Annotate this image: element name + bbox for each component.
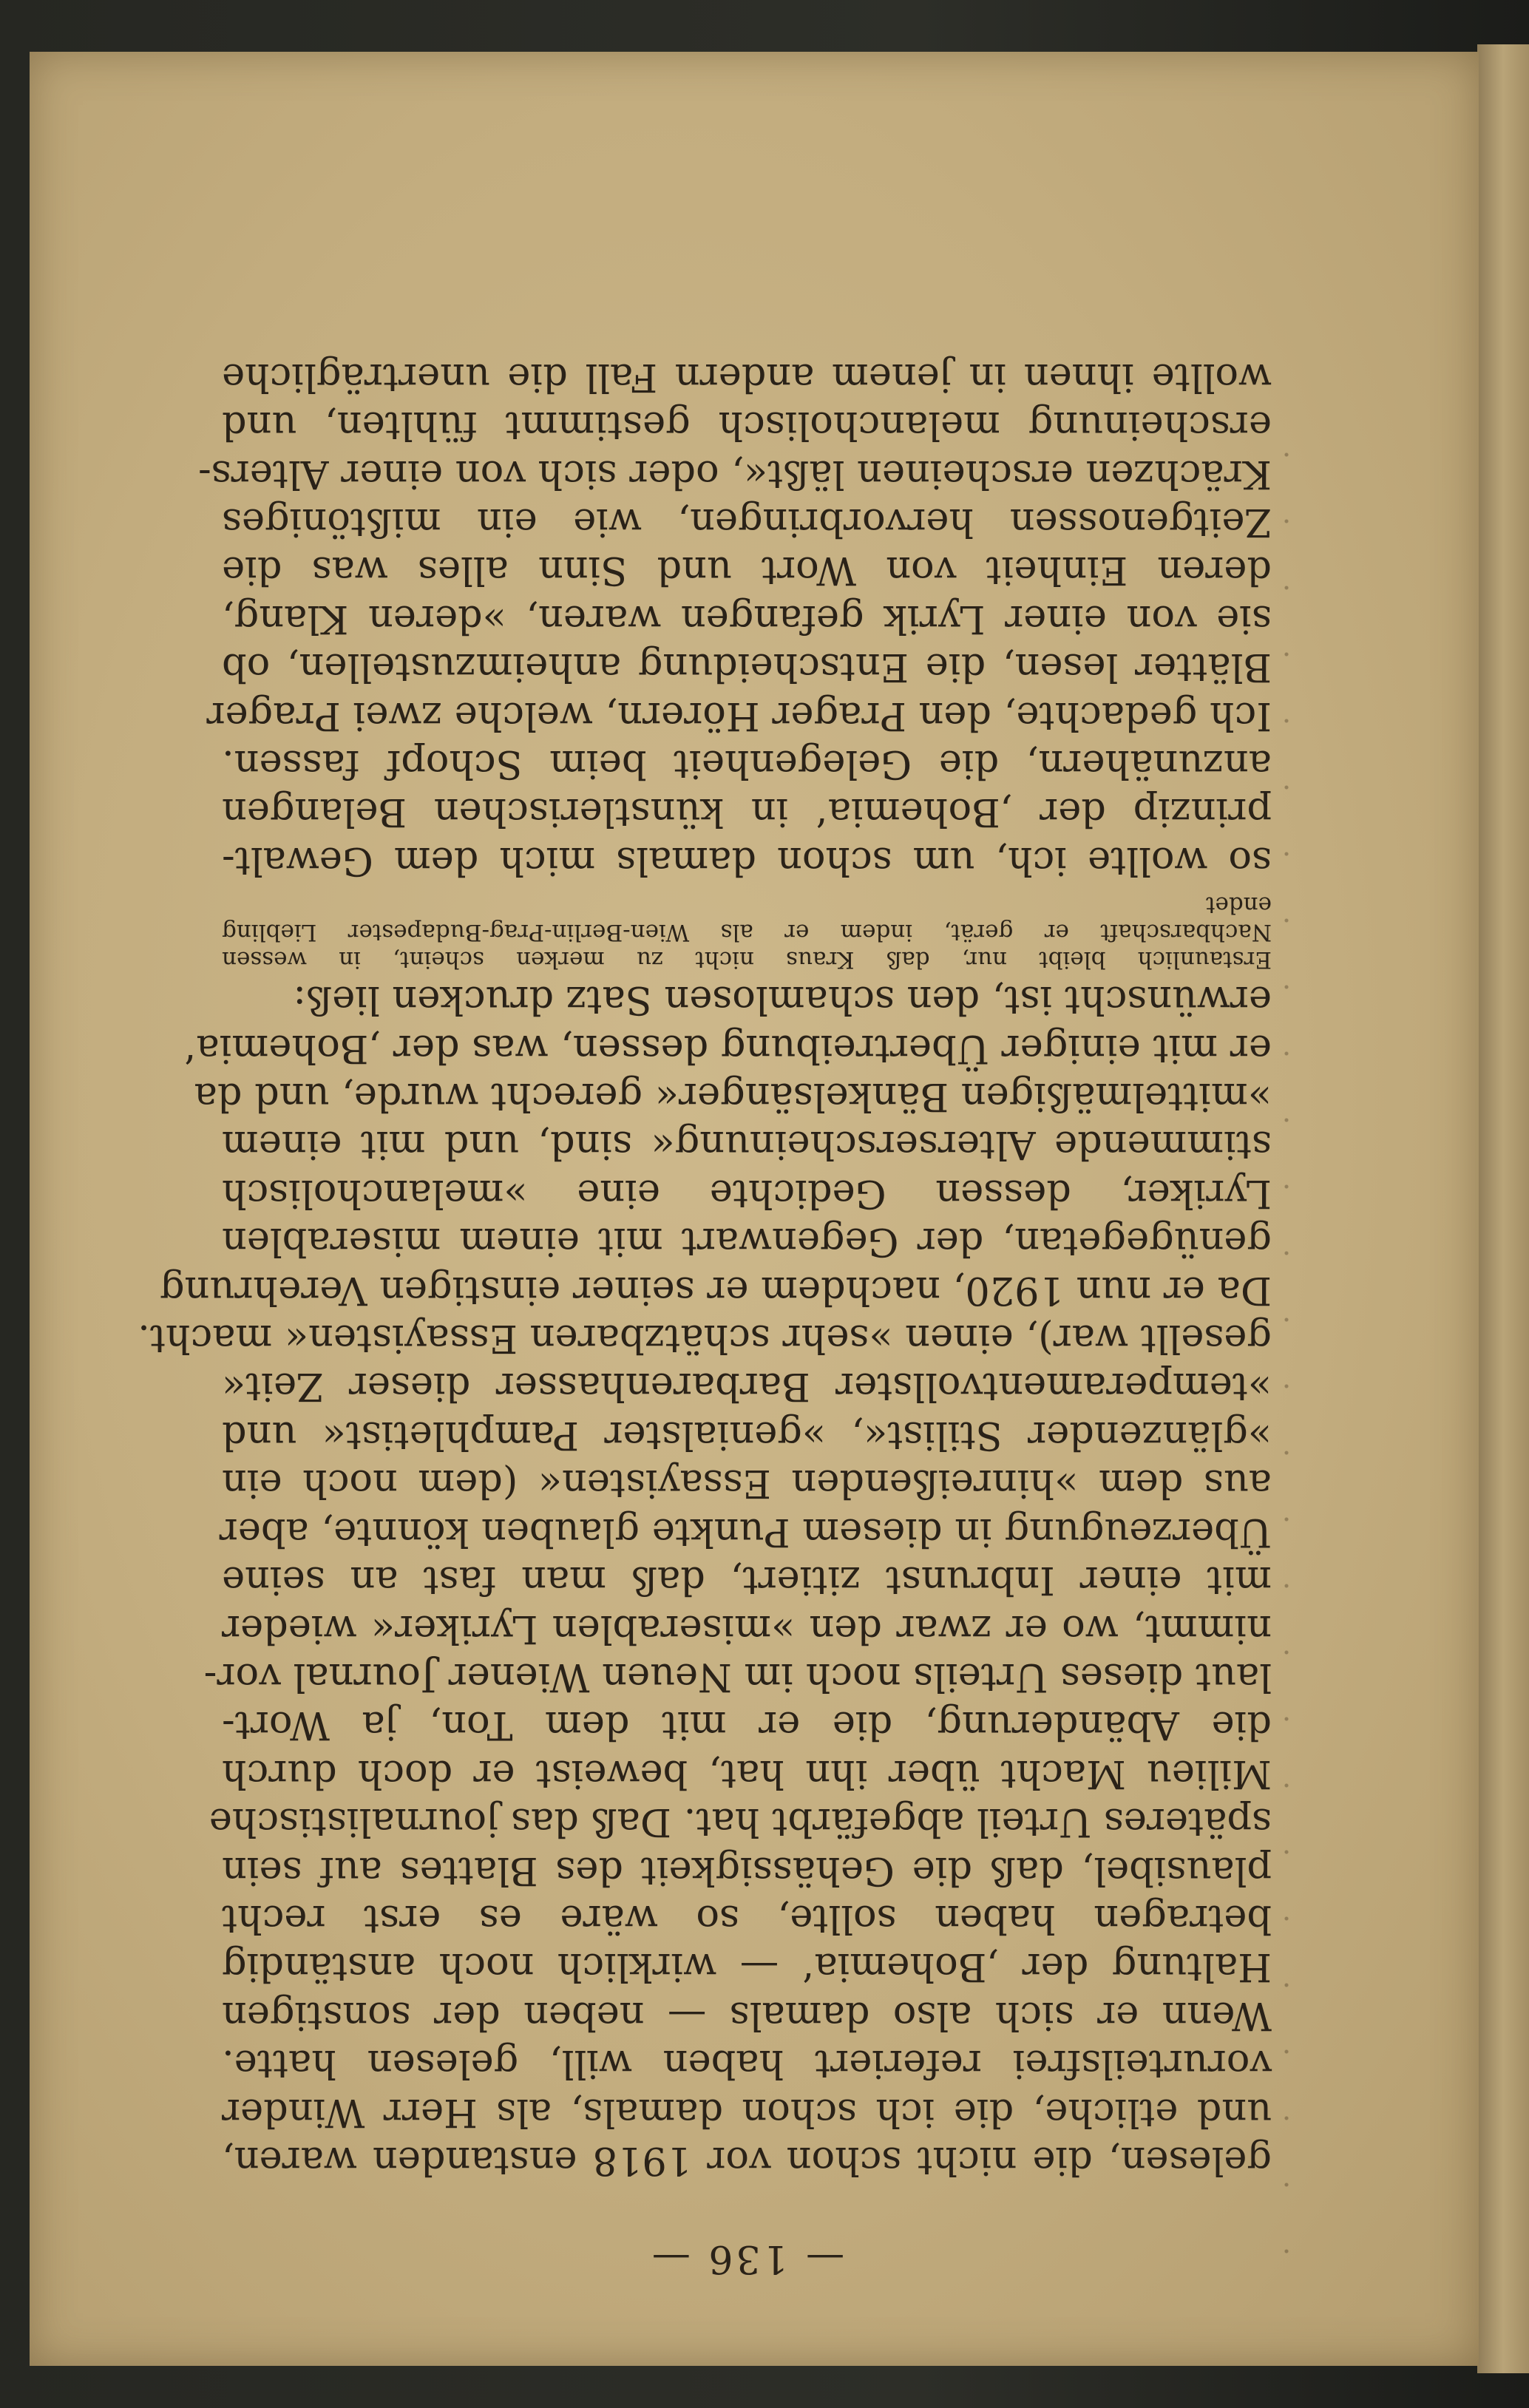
text-line: plausibel, daß die Gehässigkeit des Blattes auf sein (222, 1848, 1272, 1893)
text-line: nimmt, wo er zwar den »miserablen Lyriker« wieder (222, 1606, 1272, 1652)
text-line: Krächzen erscheinen läßt«, oder sich von einer Alters- (197, 451, 1272, 497)
text-line: vorurteilsfrei referiert haben will, gelesen hatte. (222, 2041, 1272, 2087)
text-line: Wenn er sich also damals — neben der sonstigen (222, 1992, 1272, 2038)
text-line: gesellt war), einen »sehr schätzbaren Essayisten« macht. (138, 1316, 1272, 1362)
text-line: anzunähern, die Gelegenheit beim Schopf fassen. (222, 742, 1272, 787)
text-line: Haltung der ‚Bohemia‘ — wirklich noch anständig (222, 1944, 1272, 1990)
text-line: späteres Urteil abgefärbt hat. Daß das journalistische (208, 1800, 1272, 1845)
text-line: erwünscht ist, den schamlosen Satz drucken ließ: (293, 977, 1272, 1023)
paragraph-1 (138, 976, 1272, 2185)
text-line: prinzip der ‚Bohemia‘ in künstlerischen Belangen (222, 790, 1272, 835)
text-line: Zeitgenossen hervorbringen, wie ein mißtöniges (222, 500, 1272, 545)
text-line: laut dieses Urteils noch im Neuen Wiener Journal vor- (203, 1654, 1272, 1700)
text-line: und etliche, die ich schon damals, als Herr Winder (222, 2089, 1272, 2135)
text-line: Ich gedachte, den Prager Hörern, welche zwei Prager (206, 693, 1272, 739)
text-line: wollte ihnen in jenem andern Fall die unerträgliche (222, 354, 1272, 400)
text-line: Da er nun 1920, nachdem er seiner einstigen Verehrung (160, 1267, 1272, 1313)
text-line: Überzeugung in diesem Punkte glauben könnte, aber (219, 1509, 1272, 1555)
page-number: — 136 — (648, 2236, 845, 2281)
text-line: »mittelmäßigen Bänkelsänger« gerecht wurde, und da (194, 1074, 1272, 1120)
text-line: aus dem »hinreißenden Essayisten« (dem noch ein (222, 1461, 1272, 1507)
text-line: mit einer Inbrunst zitiert, daß man fast an seine (222, 1558, 1272, 1604)
adjacent-page-edge (1477, 44, 1529, 2373)
text-line: deren Einheit von Wort und Sinn alles was die (222, 548, 1272, 594)
text-line: stimmende Alterserscheinung« sind, und mit einem (222, 1122, 1272, 1168)
text-line: Blätter lesen, die Entscheidung anheimzustellen, ob (222, 645, 1272, 691)
footnote (222, 891, 1272, 973)
text-line: betragen haben sollte, so wäre es erst recht (222, 1896, 1272, 1941)
text-line: erscheinung melancholisch gestimmt fühlten, und (222, 403, 1272, 449)
footnote-line: Nachbarschaft er gerät, indem er als Wien-Berlin-Prag-Budapester Liebling (222, 918, 1272, 946)
text-line: die Abänderung, die er mit dem Ton, ja Wort- (222, 1703, 1272, 1749)
text-line: gelesen, die nicht schon vor 1918 enstanden waren, (222, 2138, 1272, 2183)
text-line: »glänzender Stilist«, »genialster Pamphletist« und (222, 1412, 1272, 1458)
text-line: Lyriker, dessen Gedichte eine »melancholisch (222, 1170, 1272, 1216)
text-line: so wollte ich, um schon damals mich dem Gewalt- (222, 838, 1272, 884)
text-line: »temperamentvollster Barbarenhasser dieser Zeit« (222, 1364, 1272, 1410)
rotated-text-block (138, 344, 1272, 2281)
text-line: sie von einer Lyrik gefangen waren, »deren Klang, (222, 596, 1272, 642)
footnote-line: endet (1206, 891, 1272, 918)
footnote-line: Erstaunlich bleibt nur, daß Kraus nicht zu merken scheint, in wessen (222, 946, 1272, 973)
paragraph-2 (197, 353, 1272, 884)
text-line: genügegetan, der Gegenwart mit einem miserablen (222, 1219, 1272, 1265)
text-line: er mit einiger Übertreibung dessen, was der ‚Bohemia‘ (183, 1025, 1272, 1071)
margin-marks (1272, 421, 1301, 2270)
text-line: Milieu Macht über ihn hat, beweist er doch durch (222, 1751, 1272, 1797)
